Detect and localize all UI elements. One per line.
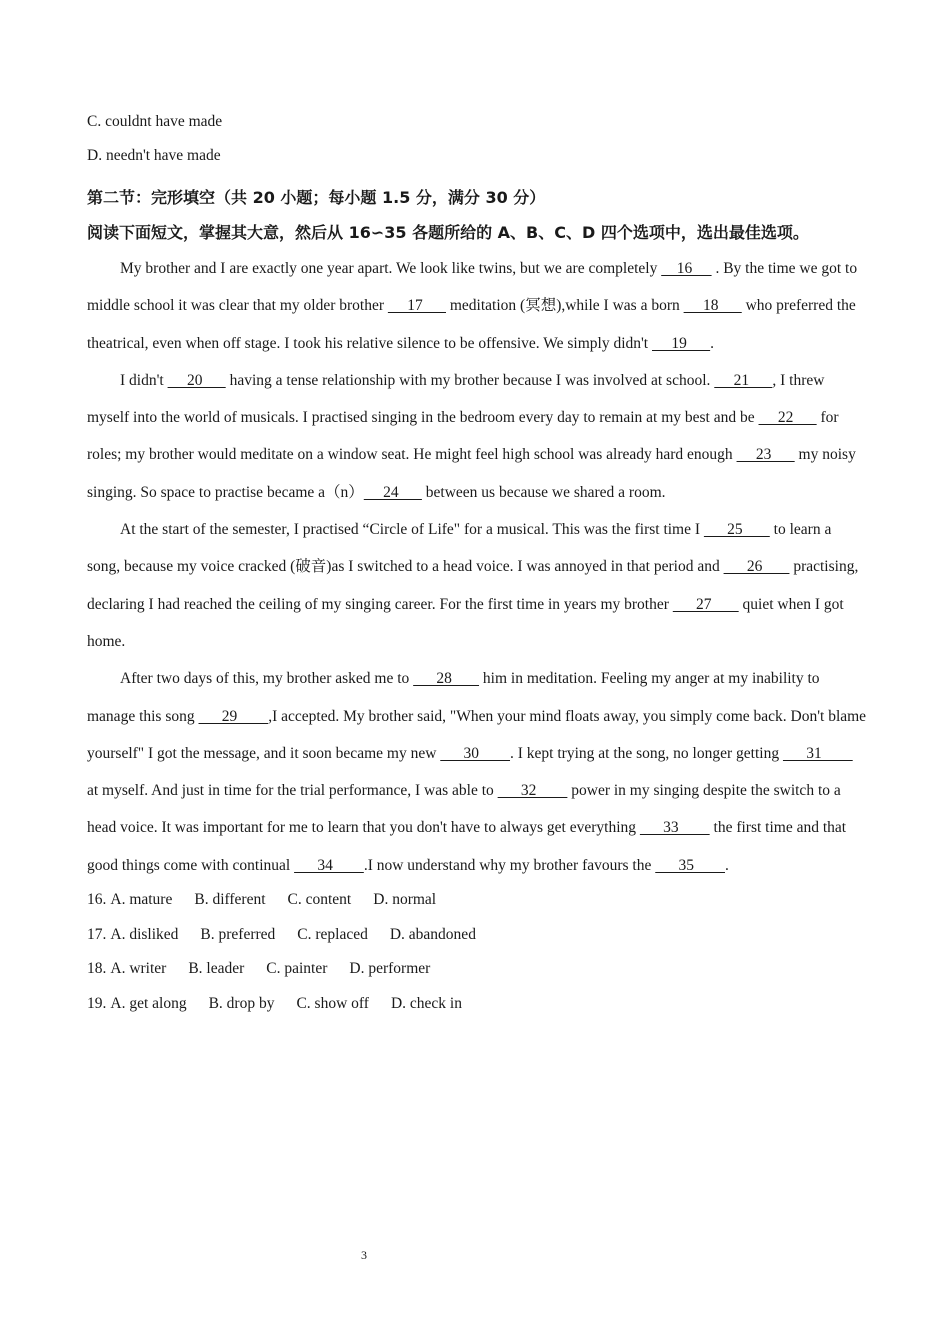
blank-23: 23 [736,446,795,464]
document-page [87,112,867,1029]
passage-paragraph-3: At the start of the semester, I practised “Circle of Life" for a musical. This was the first time I 25 to learn a song, because my voice cracked (破音)as I switched to a head voice. I was annoyed in that period and 26 practising, declaring I had reached the ceiling of my singing career. For the first time in years my brother 27 quiet when I got home. [87,521,859,650]
blank-30: 30 [440,744,511,762]
blank-17: 17 [387,297,446,315]
blank-21: 21 [714,371,773,389]
prev-option-d: D. needn't have made [87,147,221,164]
blank-25: 25 [703,521,770,539]
blank-34: 34 [294,856,364,874]
blank-20: 20 [167,371,226,389]
passage-paragraph-1: My brother and I are exactly one year apart. We look like twins, but we are completely 16 . By the time we got to middle school it was clear that my older brother 17 meditation (冥想),while I was a born 18 who preferred the theatrical, even when off stage. I took his relative silence to be offensive. We simply didn't 19 . [87,260,858,352]
blank-19: 19 [652,334,711,352]
question-list [87,890,867,1014]
section-title: 第二节：完形填空（共 20 小题；每小题 1.5 分，满分 30 分） [87,188,546,207]
question-18: 18. A. writer B. leader C. painter D. performer [87,960,431,978]
page-number: 3 [361,1248,367,1262]
prev-option-c: C. couldnt have made [87,113,223,130]
passage-paragraph-4: After two days of this, my brother asked me to 28 him in meditation. Feeling my anger at my inability to manage this song 29 ,I accepted. My brother said, "When your mind floats away, you simply come back. Don't blame yourself" I got the message, and it soon became my new 30 . I kept trying at the song, no longer getting 31 at myself. And just in time for the trial performance, I was able to 32 power in my singing despite the switch to a head voice. It was important for me to learn that you don't have to always get everything 33 the first time and that good things come with continual 34 .I now understand why my brother favours the 35 . [87,670,867,874]
blank-31: 31 [782,744,853,762]
blank-26: 26 [723,558,790,576]
blank-27: 27 [672,595,739,613]
blank-29: 29 [198,707,269,725]
question-17: 17. A. disliked B. preferred C. replaced D. abandoned [87,925,476,943]
blank-35: 35 [655,856,725,874]
blank-32: 32 [497,782,568,800]
section-instruction: 阅读下面短文，掌握其大意，然后从 16∽35 各题所给的 A、B、C、D 四个选项中，选出最佳选项。 [87,223,809,242]
blank-28: 28 [413,670,480,688]
passage-paragraph-2: I didn't 20 having a tense relationship with my brother because I was involved at school. 21 , I threw myself into the world of musicals. I practised singing in the bedroom every day to remain at my best and be 22 for roles; my brother would meditate on a window seat. He might feel high school was already hard enough 23 my noisy singing. So space to practise became a（n） 24 between us because we shared a room. [87,371,856,501]
blank-18: 18 [683,297,742,315]
blank-24: 24 [363,483,422,501]
blank-33: 33 [639,819,710,837]
question-16: 16. A. mature B. different C. content D. normal [87,891,437,909]
blank-22: 22 [758,409,817,427]
question-19: 19. A. get along B. drop by C. show off D. check in [87,995,462,1013]
blank-16: 16 [661,260,712,277]
